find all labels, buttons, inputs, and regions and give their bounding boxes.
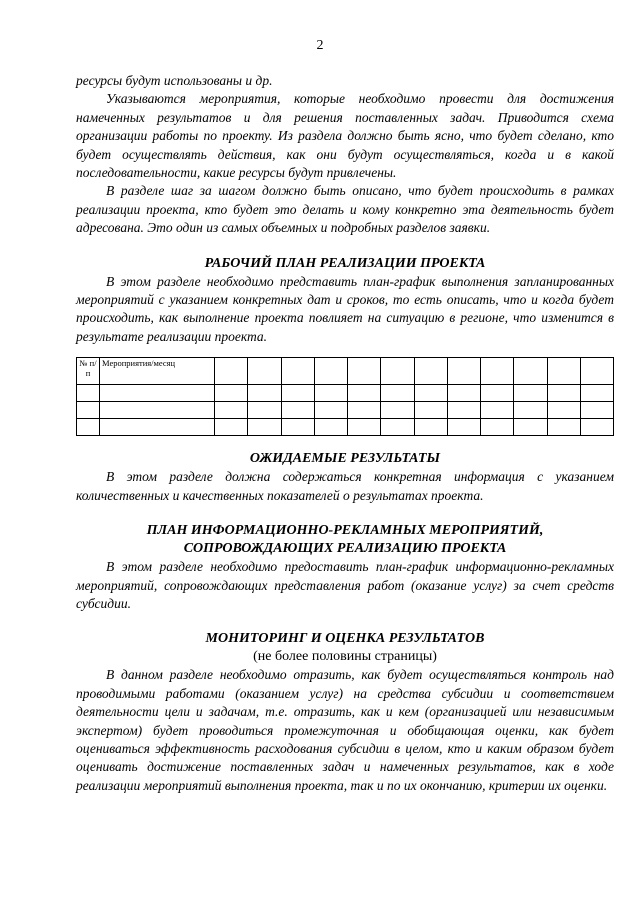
table-cell[interactable] [414,419,447,436]
table-cell[interactable] [348,419,381,436]
info-plan-heading-line2: СОПРОВОЖДАЮЩИХ РЕАЛИЗАЦИЮ ПРОЕКТА [183,541,507,557]
table-cell[interactable] [514,385,547,402]
table-cell[interactable] [77,402,100,419]
table-cell[interactable] [381,419,414,436]
table-cell[interactable] [248,402,281,419]
table-cell[interactable] [348,358,381,385]
table-cell[interactable] [514,402,547,419]
table-cell[interactable] [547,419,580,436]
monitoring-subtitle: (не более половины страницы) [253,649,437,665]
table-cell[interactable] [248,419,281,436]
table-cell[interactable] [481,358,514,385]
table-cell[interactable] [314,419,347,436]
table-cell[interactable] [314,402,347,419]
intro-paragraph-1: ресурсы будут использованы и др. [76,73,273,88]
table-cell[interactable] [248,385,281,402]
table-cell[interactable] [248,358,281,385]
monitoring-text: В данном разделе необходимо отразить, как будет осуществляться контроль над проводимыми работами (оказанием услуг) на средства субсидии и соответствием деятельности цели и задачам, т.е. отразить, как и кем (организацией или независимым экспертом) будет проводиться промежуточная и обобщающая оценки, как будет оцениваться эффективность расходования субсидии в целом, кто и каким образом будет оценивать достижение поставленных задач и намеченных результатов, как в ходе реализации мероприятий выполнения проекта, так и по их окончанию, критерии их оценки. [76,667,614,793]
table-cell[interactable] [580,402,613,419]
info-plan-text: В этом разделе необходимо предоставить план-график информационно-рекламных мероприятий, сопровождающих представления работ (оказание услуг) за счет средств субсидии. [76,559,614,611]
expected-results-text: В этом разделе должна содержаться конкретная информация с указанием количественных и качественных показателей о результатах проекта. [76,469,614,503]
table-cell[interactable] [215,385,248,402]
table-cell[interactable] [100,385,215,402]
info-plan-heading-line1: ПЛАН ИНФОРМАЦИОННО-РЕКЛАМНЫХ МЕРОПРИЯТИЙ, [146,523,544,539]
table-cell[interactable] [281,419,314,436]
table-cell[interactable] [314,358,347,385]
table-cell[interactable] [447,419,480,436]
table-header-row [77,358,614,385]
table-cell[interactable] [77,385,100,402]
table-cell[interactable] [447,358,480,385]
table-cell[interactable] [447,402,480,419]
table-cell[interactable] [481,419,514,436]
table-cell[interactable] [348,402,381,419]
table-cell[interactable] [348,385,381,402]
page-number: 2 [316,38,324,53]
table-cell[interactable] [281,385,314,402]
work-plan-text: В этом разделе необходимо представить план-график выполнения запланированных мероприятий с указанием конкретных дат и сроков, то есть описать, что и когда будет происходить, как выполнение проекта повлияет на ситуацию в регионе, что изменится в результате реализации проекта. [76,273,614,344]
table-row [77,402,614,419]
table-cell[interactable] [314,385,347,402]
work-plan-heading: РАБОЧИЙ ПЛАН РЕАЛИЗАЦИИ ПРОЕКТА [204,255,486,271]
table-cell[interactable] [580,419,613,436]
table-cell[interactable] [514,419,547,436]
table-cell[interactable] [100,402,215,419]
table-cell[interactable] [481,402,514,419]
table-cell[interactable] [215,358,248,385]
table-cell[interactable] [215,402,248,419]
table-header-events: Мероприятия/месяц [100,358,215,385]
table-cell[interactable] [281,358,314,385]
table-cell[interactable] [481,385,514,402]
table-cell[interactable] [414,402,447,419]
table-row [77,419,614,436]
table-cell[interactable] [414,358,447,385]
document-body [76,72,614,795]
monitoring-heading: МОНИТОРИНГ И ОЦЕНКА РЕЗУЛЬТАТОВ [205,631,485,647]
table-cell[interactable] [381,402,414,419]
table-cell[interactable] [281,402,314,419]
intro-paragraph-2: Указываются мероприятия, которые необходимо провести для достижения намеченных результатов и для решения поставленных задач. Приводится схема организации работы по проекту. Из раздела должно быть ясно, что будет сделано, кто будет осуществлять действия, как они будут осуществляться, когда и в какой последовательности, какие ресурсы будут привлечены. [76,91,614,181]
table-cell[interactable] [514,358,547,385]
table-row [77,385,614,402]
table-header-number: № п/п [77,358,100,385]
table-cell[interactable] [100,419,215,436]
table-cell[interactable] [547,385,580,402]
table-cell[interactable] [547,402,580,419]
table-cell[interactable] [447,385,480,402]
table-cell[interactable] [77,419,100,436]
table-cell[interactable] [547,358,580,385]
table-cell[interactable] [215,419,248,436]
table-cell[interactable] [580,385,613,402]
table-cell[interactable] [414,385,447,402]
intro-paragraph-3: В разделе шаг за шагом должно быть описано, что будет происходить в рамках реализации проекта, кто будет это делать и кому конкретно эта деятельность будет адресована. Это один из самых объемных и подробных разделов заявки. [76,183,614,236]
work-plan-table [76,357,614,436]
expected-results-heading: ОЖИДАЕМЫЕ РЕЗУЛЬТАТЫ [249,451,441,467]
table-cell[interactable] [381,385,414,402]
table-cell[interactable] [580,358,613,385]
table-cell[interactable] [381,358,414,385]
